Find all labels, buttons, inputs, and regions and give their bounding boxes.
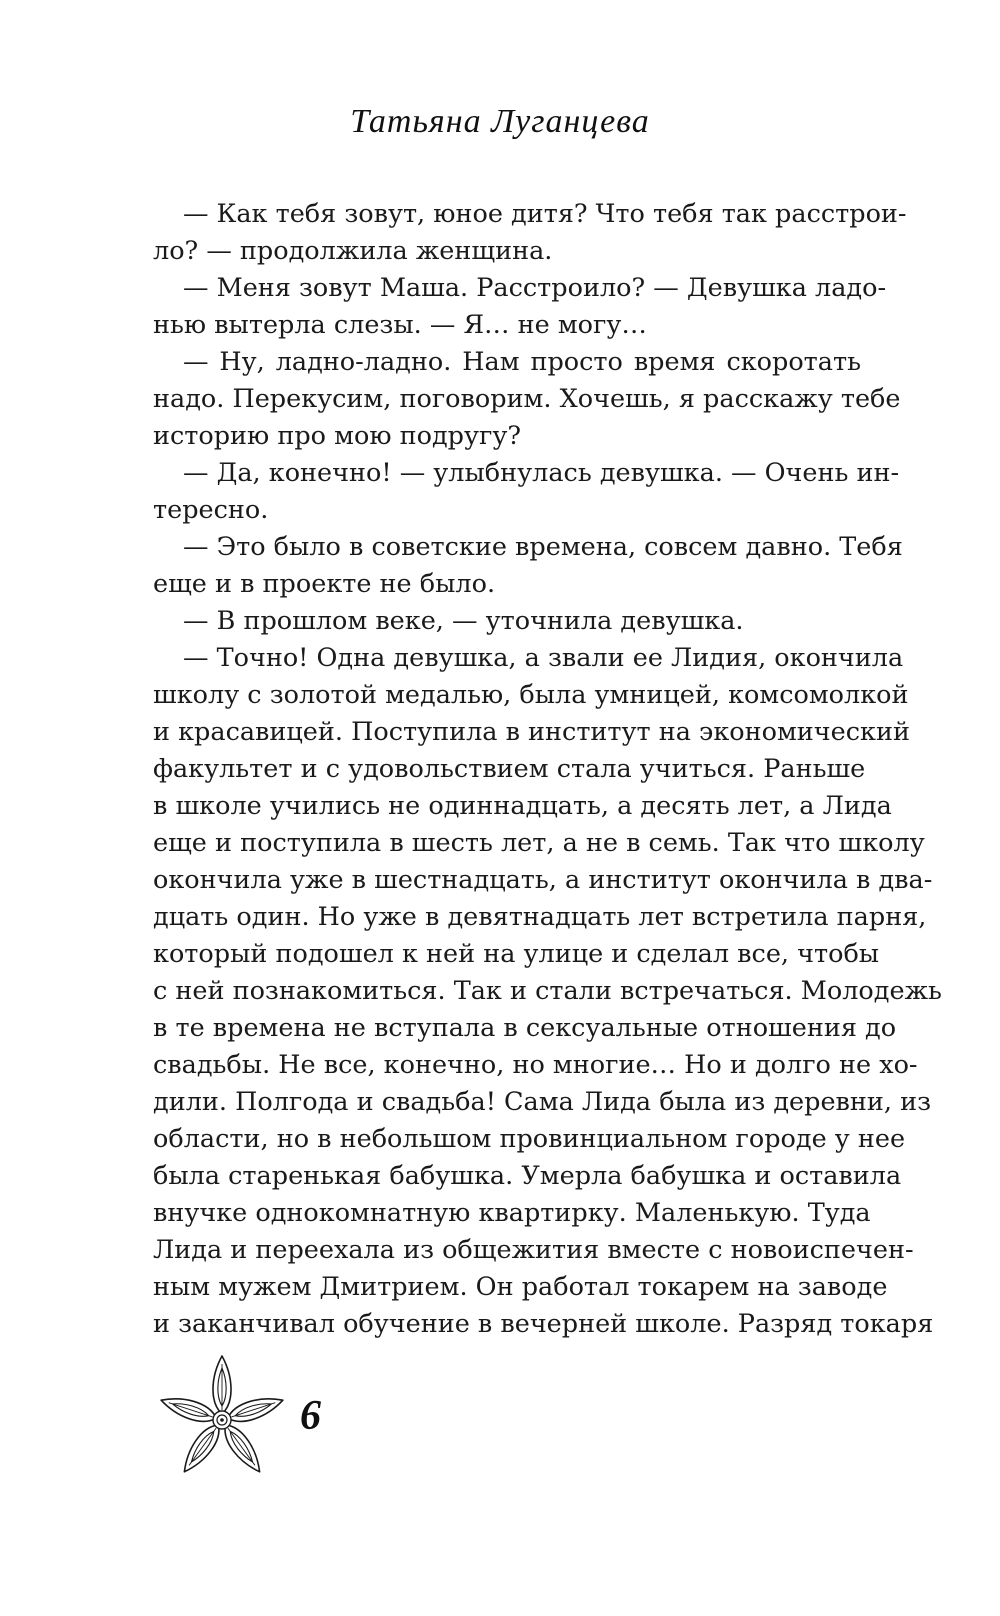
- text-line: — Да, конечно! — улыбнулась девушка. — Очень ин-: [183, 458, 900, 488]
- flower-ornament-icon: [152, 1350, 292, 1490]
- text-line: — В прошлом веке, — уточнила девушка.: [183, 606, 744, 636]
- text-line: факультет и с удовольствием стала учиться. Раньше: [153, 754, 866, 784]
- text-line: — Точно! Одна девушка, а звали ее Лидия, окончила: [183, 643, 904, 673]
- text-line: — Меня зовут Маша. Расстроило? — Девушка ладо-: [183, 273, 887, 303]
- text-line: историю про мою подругу?: [153, 421, 522, 451]
- text-line: свадьбы. Не все, конечно, но многие… Но и долго не хо-: [153, 1050, 918, 1080]
- text-line: тересно.: [153, 495, 269, 525]
- page-number: 6: [300, 1393, 321, 1439]
- text-line: с ней познакомиться. Так и стали встречаться. Молодежь: [153, 976, 942, 1006]
- text-line: была старенькая бабушка. Умерла бабушка и оставила: [153, 1161, 902, 1191]
- running-header: Татьяна Луганцева: [350, 103, 650, 140]
- text-line: — Ну, ладно-ладно. Нам просто время скоротать: [183, 347, 861, 377]
- text-line: нью вытерла слезы. — Я… не могу…: [153, 310, 647, 340]
- text-line: — Как тебя зовут, юное дитя? Что тебя так расстрои-: [183, 199, 907, 229]
- text-line: ным мужем Дмитрием. Он работал токарем на заводе: [153, 1272, 888, 1302]
- text-line: окончила уже в шестнадцать, а институт окончила в два-: [153, 865, 933, 895]
- text-line: школу с золотой медалью, была умницей, комсомолкой: [153, 680, 909, 710]
- text-line: в те времена не вступала в сексуальные отношения до: [153, 1013, 897, 1043]
- text-line: надо. Перекусим, поговорим. Хочешь, я расскажу тебе: [153, 384, 901, 414]
- text-line: и заканчивал обучение в вечерней школе. Разряд токаря: [153, 1309, 934, 1339]
- text-line: еще и в проекте не было.: [153, 569, 496, 599]
- text-line: — Это было в советские времена, совсем давно. Тебя: [183, 532, 903, 562]
- text-line: в школе учились не одиннадцать, а десять лет, а Лида: [153, 791, 892, 821]
- text-line: области, но в небольшом провинциальном городе у нее: [153, 1124, 906, 1154]
- text-line: который подошел к ней на улице и сделал все, чтобы: [153, 939, 880, 969]
- text-line: ло? — продолжила женщина.: [153, 236, 553, 266]
- text-line: еще и поступила в шесть лет, а не в семь. Так что школу: [153, 828, 925, 858]
- text-line: внучке однокомнатную квартирку. Маленькую. Туда: [153, 1198, 871, 1228]
- text-line: и красавицей. Поступила в институт на экономический: [153, 717, 910, 747]
- text-line: дцать один. Но уже в девятнадцать лет встретила парня,: [153, 902, 927, 932]
- text-line: дили. Полгода и свадьба! Сама Лида была из деревни, из: [153, 1087, 932, 1117]
- text-line: Лида и переехала из общежития вместе с новоиспечен-: [153, 1235, 914, 1265]
